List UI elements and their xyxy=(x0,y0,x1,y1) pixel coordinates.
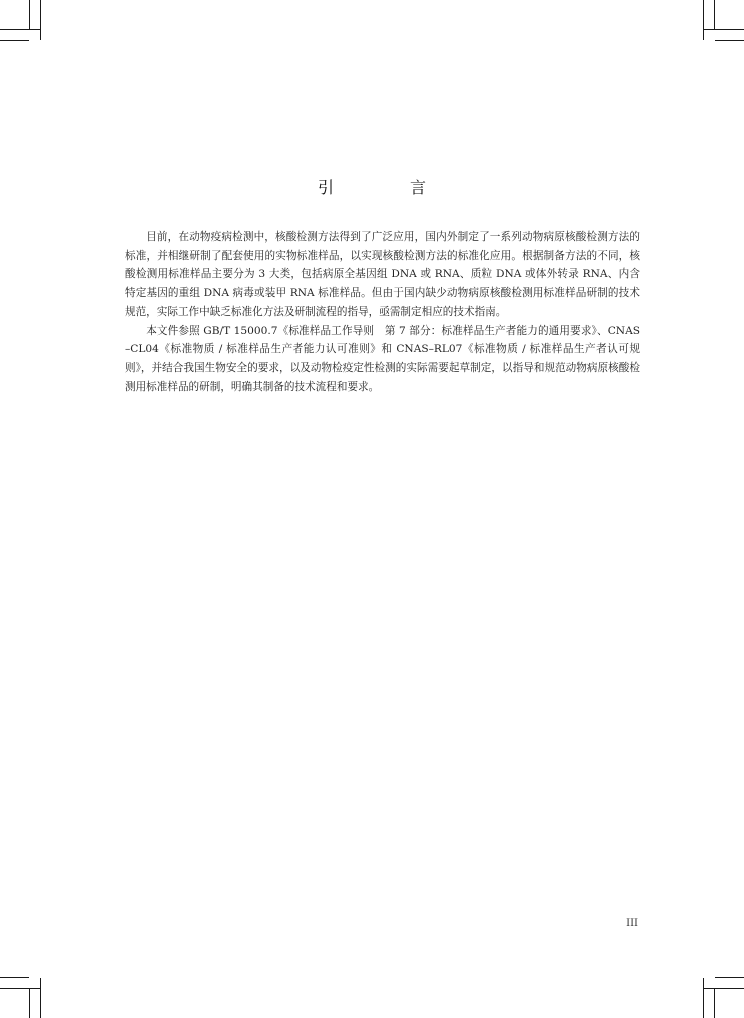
crop-mark-bottom-left-h xyxy=(0,988,40,989)
crop-mark-bottom-right-v xyxy=(703,978,704,1018)
crop-mark-top-left-v2 xyxy=(29,0,30,29)
crop-mark-top-right-v xyxy=(703,0,704,40)
crop-mark-bottom-right-h xyxy=(704,988,744,989)
crop-mark-bottom-right-h2 xyxy=(715,977,744,978)
crop-mark-top-left-v xyxy=(40,0,41,40)
crop-mark-top-right-v2 xyxy=(714,0,715,29)
crop-mark-top-right-h xyxy=(704,29,744,30)
crop-mark-bottom-left-v2 xyxy=(29,989,30,1018)
crop-mark-top-left-h2 xyxy=(0,40,29,41)
crop-mark-top-right-h2 xyxy=(715,40,744,41)
paragraph: 本文件参照 GB/T 15000.7《标准样品工作导则 第 7 部分：标准样品生产者能力的通用要求》、CNAS–CL04《标准物质 / 标准样品生产者能力认可准则》和 CNAS–RL07《标准物质 / 标准样品生产者认可规则》，并结合我国生物安全的要求，以及动物检疫定性检测的实际需要起草制定，以指导和规范动物病原核酸检测用标准样品的研制，明确其制备的技术流程和要求。 xyxy=(125,324,640,393)
page-number: III xyxy=(626,918,638,929)
crop-mark-bottom-left-h2 xyxy=(0,977,29,978)
crop-mark-bottom-right-v2 xyxy=(714,989,715,1018)
introduction-body xyxy=(125,228,640,396)
paragraph: 目前，在动物疫病检测中，核酸检测方法得到了广泛应用，国内外制定了一系列动物病原核酸检测方法的标准，并相继研制了配套使用的实物标准样品，以实现核酸检测方法的标准化应用。根据制备方法的不同，核酸检测用标准样品主要分为 3 大类，包括病原全基因组 DNA 或 RNA、质粒 DNA 或体外转录 RNA、内含特定基因的重组 DNA 病毒或装甲 RNA 标准样品。但由于国内缺少动物病原核酸检测用标准样品研制的技术规范，实际工作中缺乏标准化方法及研制流程的指导，亟需制定相应的技术指南。 xyxy=(125,231,640,318)
crop-mark-bottom-left-v xyxy=(40,978,41,1018)
page-title: 引 言 xyxy=(317,178,456,197)
crop-mark-top-left-h xyxy=(0,29,40,30)
